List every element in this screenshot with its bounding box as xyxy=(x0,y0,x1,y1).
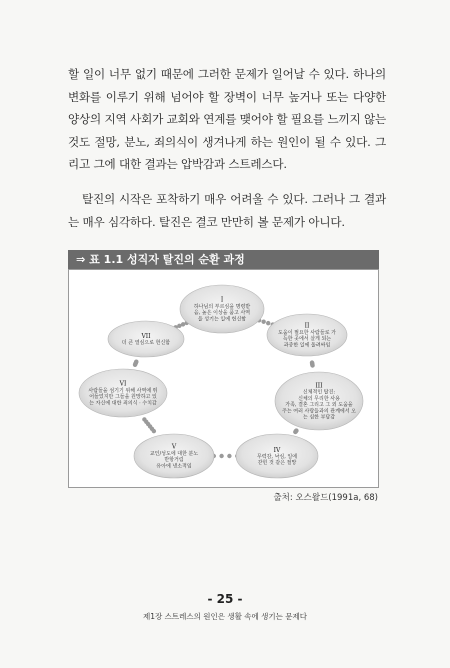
cycle-node-number: II xyxy=(304,322,310,330)
cycle-node-1 xyxy=(180,285,264,333)
cycle-node-text: 는 자신에 대한 죄의식 · 수치감 xyxy=(89,400,157,407)
cycle-node-text: 는 심한 부담감 xyxy=(302,414,336,421)
cycle-node-2 xyxy=(267,314,347,356)
cycle-node-6 xyxy=(79,369,167,417)
page-number: - 25 - xyxy=(207,592,243,606)
cycle-node-number: VI xyxy=(119,380,127,388)
cycle-node-text: 음, 높은 이상을 품고 사역 xyxy=(193,310,251,317)
cycle-node-text: 더 큰 열심으로 헌신함 xyxy=(121,340,171,347)
cycle-node-text: 주는 여러 사람들과의 관계에서 오 xyxy=(282,408,356,415)
connector-dot xyxy=(266,321,270,325)
paragraph-2: 탈진의 시작은 포착하기 매우 어려울 수 있다. 그러나 그 결과는 매우 심각하다. 탈진은 결코 만만히 볼 문제가 아니다. xyxy=(68,192,386,229)
figure-source: 출처: 오스왈드(1991a, 68) xyxy=(273,493,378,503)
paragraph-1: 할 일이 너무 없기 때문에 그러한 문제가 일어날 수 있다. 하나의 변화를 이루기 위해 넘어야 할 장벽이 너무 높거나 또는 다양한 양상의 지역 사회가 교회와 연계를 맺어야 할 필요를 느끼지 않는 것도 절망, 분노, 죄의식이 생겨나게 하는 원인이 될 수 있다. 그리고 그에 대한 결과는 압박감과 스트레스다. xyxy=(68,67,386,171)
arrow-icon: ⇒ xyxy=(76,253,86,266)
connector-dot xyxy=(133,363,137,367)
cycle-node-text: 과중한 일에 돌려싸임 xyxy=(283,342,331,349)
cycle-node-4 xyxy=(236,434,318,478)
cycle-diagram-svg xyxy=(69,270,378,487)
figure-title: 표 1.1 성직자 탈진의 순환 과정 xyxy=(89,253,245,266)
cycle-node-number: IV xyxy=(273,446,281,454)
cycle-node-number: I xyxy=(220,296,224,304)
cycle-node-text: 어들었지만 그들을 원망하고 있 xyxy=(89,394,157,401)
cycle-node-text: 유아에 냉소적임 xyxy=(156,463,192,470)
cycle-node-text: 도움이 필요한 사람들로 가 xyxy=(278,329,336,336)
cycle-diagram xyxy=(68,269,379,488)
cycle-node-7 xyxy=(108,321,184,357)
connector-dot xyxy=(294,428,298,432)
figure-title-bar xyxy=(68,250,379,269)
connector-dot xyxy=(310,360,314,364)
cycle-node-text: 신체적인 탈진: xyxy=(302,389,336,396)
cycle-node-number: VII xyxy=(141,332,151,340)
cycle-node-text: 사람들을 섬기기 위해 사역에 뛰 xyxy=(88,387,158,394)
cycle-node-number: V xyxy=(171,443,177,451)
cycle-node-text: 반항거림 xyxy=(164,457,184,464)
connector-dot xyxy=(142,417,146,421)
cycle-node-text: 가족, 결혼 그리고 그 외 도움을 xyxy=(285,402,353,409)
cycle-node-text: 갇힌 것 같은 절망 xyxy=(257,460,297,467)
cycle-node-3 xyxy=(275,372,363,430)
connector-dot xyxy=(261,320,265,324)
cycle-node-5 xyxy=(134,434,214,478)
cycle-node-number: III xyxy=(315,382,323,390)
cycle-node-text: 하나님의 부르심을 명령받 xyxy=(193,303,251,310)
connector-dot xyxy=(219,454,223,458)
cycle-node-text: 신체의 무리한 사용 xyxy=(298,395,340,402)
cycle-node-text: 무력감, 낙심, 일에 xyxy=(256,454,298,460)
connector-dot xyxy=(227,454,231,458)
cycle-node-text: 득한 곳에서 살게 되는 xyxy=(282,336,332,343)
running-head: 제1장 스트레스의 원인은 생활 속에 생기는 문제다 xyxy=(143,612,307,621)
cycle-node-text: 교인/성도에 대한 분노 xyxy=(149,450,199,457)
cycle-node-text: 을 성기는 일에 헌신함 xyxy=(197,316,247,323)
